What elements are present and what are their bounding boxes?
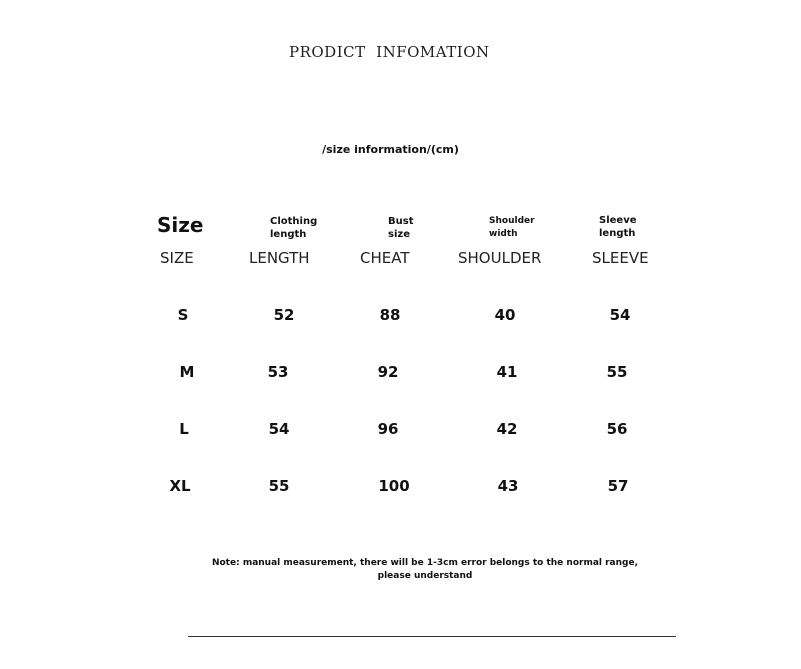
header-bust-size-line1: Bust	[388, 216, 414, 227]
header-sleeve-length	[599, 214, 637, 240]
row-s-sleeve: 54	[609, 306, 631, 324]
row-l-length: 54	[268, 420, 290, 438]
column-size: SIZE	[160, 249, 194, 267]
row-xl-size: XL	[169, 477, 191, 495]
row-xl-length: 55	[268, 477, 290, 495]
header-shoulder-width-line2: width	[489, 229, 518, 239]
row-m-size: M	[179, 363, 195, 381]
header-clothing-length	[270, 215, 317, 241]
row-l-cheat: 96	[377, 420, 399, 438]
row-l-size: L	[179, 420, 189, 438]
header-clothing-length-line2: length	[270, 229, 307, 240]
header-shoulder-width-line1: Shoulder	[489, 216, 535, 226]
header-bust-size	[388, 215, 413, 241]
column-cheat: CHEAT	[360, 249, 410, 267]
header-shoulder-width	[489, 215, 535, 241]
header-sleeve-length-line2: length	[599, 228, 636, 239]
row-xl-cheat: 100	[378, 477, 410, 495]
measurement-note: Note: manual measurement, there will be 1-3cm error belongs to the normal range, please understand	[211, 558, 639, 581]
column-length: LENGTH	[249, 249, 310, 267]
row-s-size: S	[177, 306, 189, 324]
header-bust-size-line2: size	[388, 229, 410, 240]
row-l-sleeve: 56	[606, 420, 628, 438]
row-s-cheat: 88	[379, 306, 401, 324]
row-m-sleeve: 55	[606, 363, 628, 381]
bottom-divider	[188, 636, 676, 637]
row-m-shoulder: 41	[496, 363, 518, 381]
row-xl-sleeve: 57	[607, 477, 629, 495]
row-xl-shoulder: 43	[497, 477, 519, 495]
subtitle: /size information/(cm)	[322, 143, 459, 156]
column-sleeve: SLEEVE	[592, 249, 649, 267]
page-title: PRODICT INFOMATION	[289, 43, 490, 61]
row-s-shoulder: 40	[494, 306, 516, 324]
row-s-length: 52	[273, 306, 295, 324]
row-l-shoulder: 42	[496, 420, 518, 438]
row-m-cheat: 92	[377, 363, 399, 381]
header-sleeve-length-line1: Sleeve	[599, 215, 637, 226]
column-shoulder: SHOULDER	[458, 249, 542, 267]
header-clothing-length-line1: Clothing	[270, 216, 318, 227]
row-m-length: 53	[267, 363, 289, 381]
size-heading: Size	[157, 213, 204, 237]
